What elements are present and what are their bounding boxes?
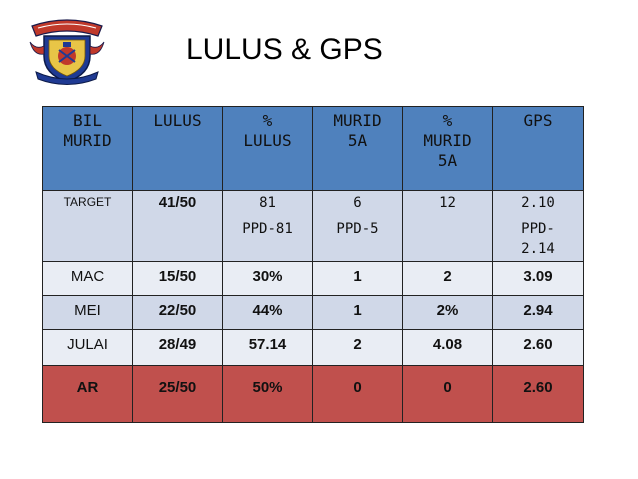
row-label: AR <box>43 366 133 423</box>
table-row-mei <box>43 296 584 330</box>
cell-gps: 2.10 PPD- 2.14 <box>493 191 584 262</box>
cell-pct-murid-5a: 4.08 <box>403 330 493 366</box>
cell-murid-5a: 1 <box>313 262 403 296</box>
table-row-ar <box>43 366 584 423</box>
cell-murid-5a: 1 <box>313 296 403 330</box>
column-header-pct-lulus: % LULUS <box>223 107 313 191</box>
cell-murid-5a: 2 <box>313 330 403 366</box>
row-label: TARGET <box>43 191 133 262</box>
column-header-gps: GPS <box>493 107 584 191</box>
cell-pct-murid-5a: 2% <box>403 296 493 330</box>
cell-murid-5a: 0 <box>313 366 403 423</box>
table-header-row <box>43 107 584 191</box>
cell-gps: 2.60 <box>493 366 584 423</box>
results-table <box>42 106 584 423</box>
column-header-murid-5a: MURID 5A <box>313 107 403 191</box>
column-header-pct-murid-5a: % MURID 5A <box>403 107 493 191</box>
cell-pct-murid-5a: 0 <box>403 366 493 423</box>
column-header-bil-murid: BIL MURID <box>43 107 133 191</box>
row-label: MAC <box>43 262 133 296</box>
row-label: JULAI <box>43 330 133 366</box>
cell-pct-lulus: 44% <box>223 296 313 330</box>
page-title: LULUS & GPS <box>186 33 383 66</box>
cell-gps: 3.09 <box>493 262 584 296</box>
cell-lulus: 15/50 <box>133 262 223 296</box>
cell-lulus: 22/50 <box>133 296 223 330</box>
table-row-target <box>43 191 584 262</box>
cell-pct-lulus: 50% <box>223 366 313 423</box>
cell-murid-5a: 6 PPD-5 <box>313 191 403 262</box>
cell-lulus: 25/50 <box>133 366 223 423</box>
cell-lulus: 28/49 <box>133 330 223 366</box>
cell-lulus: 41/50 <box>133 191 223 262</box>
cell-pct-lulus: 57.14 <box>223 330 313 366</box>
row-label: MEI <box>43 296 133 330</box>
table-row-mac <box>43 262 584 296</box>
column-header-lulus: LULUS <box>133 107 223 191</box>
school-crest-icon <box>26 16 108 86</box>
table-row-julai <box>43 330 584 366</box>
cell-pct-lulus: 81 PPD-81 <box>223 191 313 262</box>
cell-pct-murid-5a: 12 <box>403 191 493 262</box>
cell-gps: 2.94 <box>493 296 584 330</box>
cell-pct-lulus: 30% <box>223 262 313 296</box>
cell-gps: 2.60 <box>493 330 584 366</box>
cell-pct-murid-5a: 2 <box>403 262 493 296</box>
